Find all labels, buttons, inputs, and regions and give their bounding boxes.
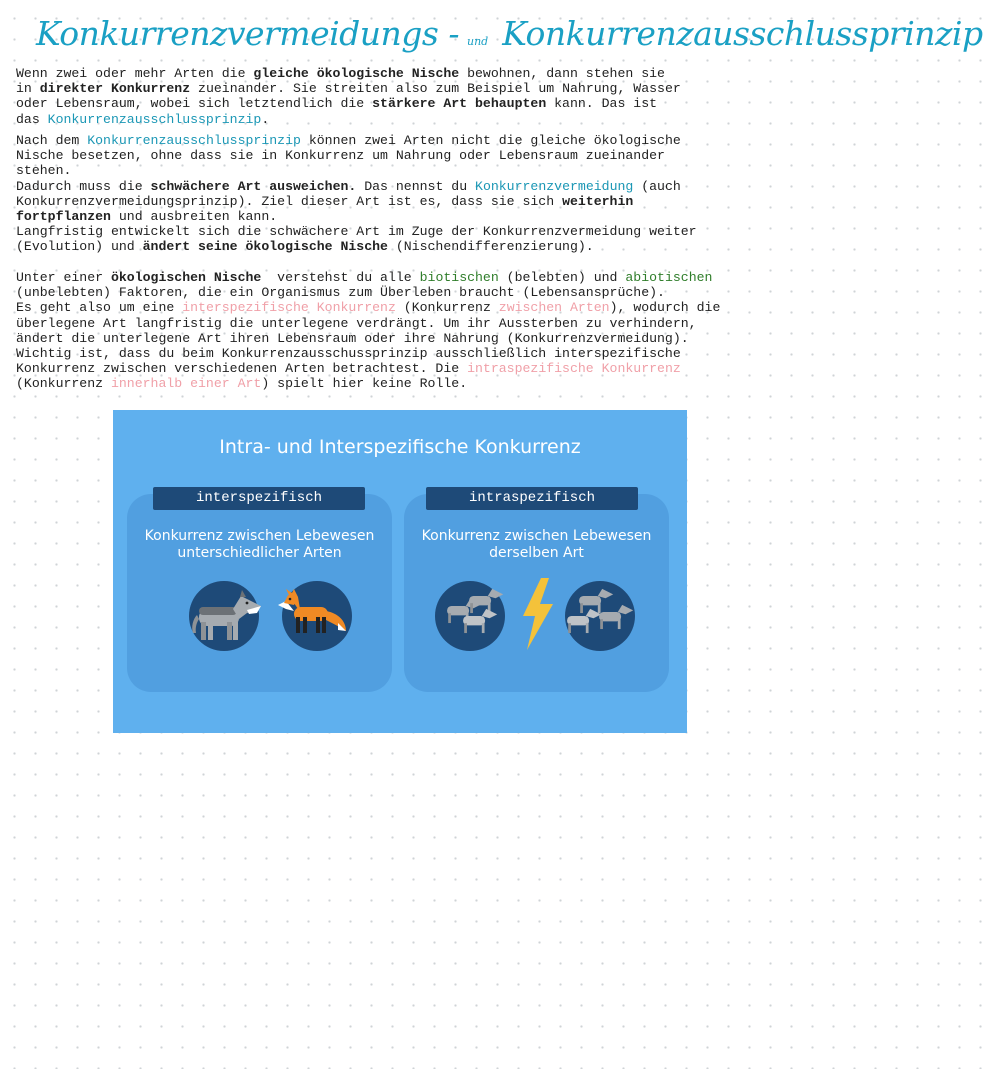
text-span: kann. Das ist das xyxy=(16,96,658,127)
text-span: Wenn zwei oder mehr Arten die xyxy=(16,66,254,81)
paragraph-2 xyxy=(16,133,816,255)
highlight-term: Konkurrenzausschlussprinzip xyxy=(47,111,262,127)
highlight-term: intraspezifische Konkurrenz xyxy=(467,361,681,377)
tag-intraspecific: intraspezifisch xyxy=(426,487,638,510)
text-span: können zwei Arten nicht die gleiche ökologische Nische besetzen, ohne dass sie in Konkurrenz um Nahrung oder Lebensraum zueinander stehen. Dadurch muss die xyxy=(16,133,681,194)
highlight-term: abiotischen xyxy=(625,270,713,285)
description-line: Konkurrenz zwischen Lebewesen xyxy=(144,528,375,544)
text-span: Unter einer xyxy=(16,270,111,285)
paragraph-3 xyxy=(16,270,816,392)
text-span: verstehst du alle xyxy=(261,270,420,285)
bold-term: weiterhin fortpflanzen xyxy=(16,193,634,225)
text-span: zueinander. Sie streiten also zum Beispiel um Nahrung, Wasser oder Lebensraum, wobei sich letztendlich die xyxy=(16,81,681,112)
title-part2: Konkurrenzausschlussprinzip xyxy=(502,14,983,53)
text-span: (Konkurrenz xyxy=(16,376,104,392)
bold-term: stärkere Art behaupten xyxy=(372,96,547,112)
bold-term: ändert seine ökologische Nische xyxy=(142,239,388,255)
lightning-icon xyxy=(517,578,557,650)
tag-interspecific: interspezifisch xyxy=(153,487,365,510)
highlight-term: innerhalb einer Art xyxy=(110,376,262,392)
text-span: . xyxy=(261,111,270,127)
text-span: und ausbreiten kann. Langfristig entwickelt sich die schwächere Art im Zuge der Konkurrenzvermeidung weiter (Evolution) und xyxy=(16,209,697,255)
interspecific-panel xyxy=(127,494,392,692)
text-span: (Nischendifferenzierung). xyxy=(387,239,594,255)
fox-icon xyxy=(282,581,352,651)
highlight-term: biotischen xyxy=(419,270,499,285)
intraspecific-panel xyxy=(404,494,669,692)
text-span: ), wodurch die überlegene Art langfristig die unterlegene verdrängt. Um ihr Aussterben zu verhindern, ändert die unterlegene Art ihren Lebensraum oder ihre Nahrung (Konkurrenzvermeidung). Wichtig ist, dass du beim Konkurrenzausschussprinzip ausschließlich interspezifische Konkurrenz zwischen verschiedenen Arten betrachtest. Die xyxy=(16,300,721,377)
bold-term: schwächere Art ausweichen. xyxy=(150,178,357,194)
description-line: Konkurrenz zwischen Lebewesen xyxy=(421,528,652,544)
bold-term: gleiche ökologische Nische xyxy=(253,66,460,81)
highlight-term: Konkurrenzausschlussprinzip xyxy=(87,133,301,148)
text-span: Das nennst du xyxy=(356,178,476,194)
bold-term: direkter Konkurrenz xyxy=(39,81,191,97)
wolf-icon xyxy=(189,581,259,651)
panel-description xyxy=(127,528,392,562)
text-span: ) spielt hier keine Rolle. xyxy=(261,376,468,392)
text-span: (unbelebten) Faktoren, die ein Organismus zum Überleben braucht (Lebensansprüche). Es geht also um eine xyxy=(16,285,665,316)
panel-description xyxy=(404,528,669,562)
highlight-term: zwischen Arten xyxy=(498,300,610,316)
text-span: (Konkurrenz xyxy=(395,300,499,316)
page-title xyxy=(36,14,983,70)
title-connector: und xyxy=(467,35,489,48)
description-line: derselben Art xyxy=(489,545,584,561)
title-part1: Konkurrenzvermeidungs - xyxy=(36,14,460,53)
text-span: (belebten) und xyxy=(498,270,626,285)
bold-term: ökologischen Nische xyxy=(110,270,262,285)
infographic-title: Intra- und Interspezifische Konkurrenz xyxy=(219,436,581,458)
wolf-pack-icon xyxy=(565,581,635,651)
text-span: bewohnen, dann stehen sie in xyxy=(16,66,665,97)
competition-infographic xyxy=(113,410,687,733)
highlight-term: interspezifische Konkurrenz xyxy=(182,300,396,316)
text-span: (auch Konkurrenzvermeidungsprinzip). Ziel dieser Art ist es, dass sie sich xyxy=(16,178,681,209)
highlight-term: Konkurrenzvermeidung xyxy=(475,178,634,194)
text-span: Nach dem xyxy=(16,133,88,148)
paragraph-1 xyxy=(16,66,816,127)
description-line: unterschiedlicher Arten xyxy=(177,545,342,561)
wolf-pack-icon xyxy=(435,581,505,651)
